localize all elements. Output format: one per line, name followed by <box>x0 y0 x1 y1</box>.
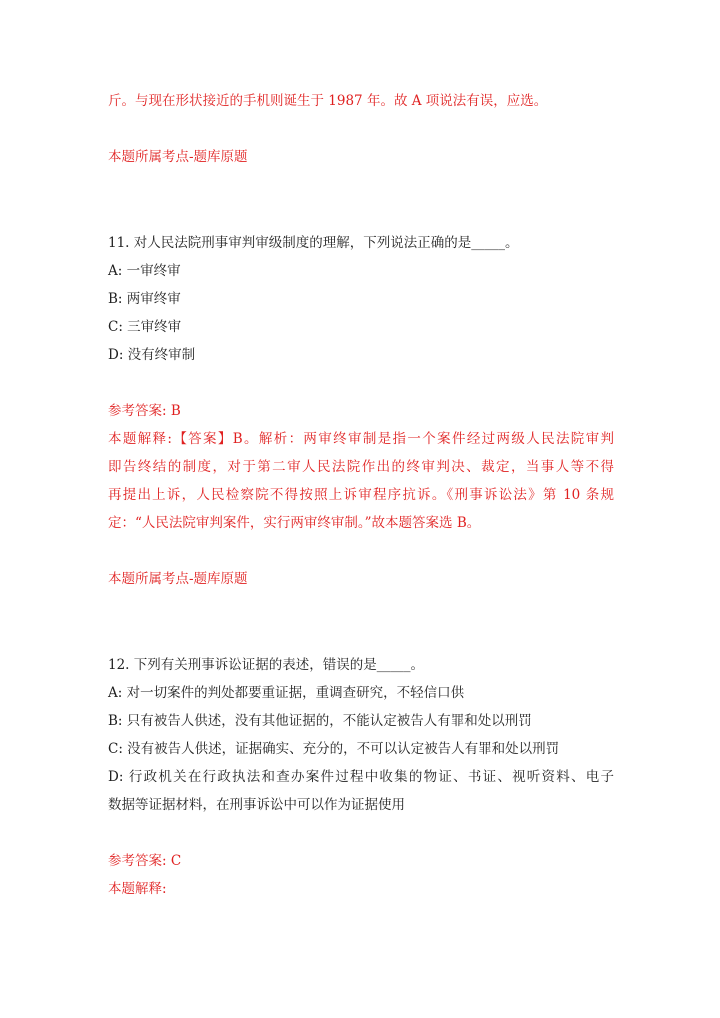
question-stem: 11. 对人民法院刑事审判审级制度的理解，下列说法正确的是_____。 <box>108 235 519 251</box>
option-d: D: 没有终审制 <box>108 347 196 363</box>
option-d-continued: 数据等证据材料，在刑事诉讼中可以作为证据使用 <box>108 797 405 813</box>
option-c: C: 三审终审 <box>108 319 182 335</box>
explanation-label: 本题解释: <box>108 881 167 897</box>
option-a: A: 对一切案件的判处都要重证据，重调查研究，不轻信口供 <box>108 685 465 701</box>
previous-explanation-tail: 斤。与现在形状接近的手机则诞生于 1987 年。故 A 项说法有误，应选。 <box>108 93 548 109</box>
explanation-line: 定：“人民法院审判案件，实行两审终审制。”故本题答案选 B。 <box>108 515 481 531</box>
option-b: B: 两审终审 <box>108 291 181 307</box>
explanation-line: 再提出上诉，人民检察院不得按照上诉审程序抗诉。《刑事诉讼法》第 10 条规 <box>108 487 614 503</box>
knowledge-point-label: 本题所属考点-题库原题 <box>108 149 248 165</box>
reference-answer: 参考答案: C <box>108 853 182 869</box>
option-a: A: 一审终审 <box>108 263 181 279</box>
option-c: C: 没有被告人供述，证据确实、充分的，不可以认定被告人有罪和处以刑罚 <box>108 741 560 757</box>
explanation-line: 本题解释:【答案】B。解析：两审终审制是指一个案件经过两级人民法院审判 <box>108 431 614 447</box>
explanation-line: 即告终结的制度，对于第二审人民法院作出的终审判决、裁定，当事人等不得 <box>108 459 614 475</box>
reference-answer: 参考答案: B <box>108 403 181 419</box>
option-b: B: 只有被告人供述，没有其他证据的，不能认定被告人有罪和处以刑罚 <box>108 713 532 729</box>
option-d: D: 行政机关在行政执法和查办案件过程中收集的物证、书证、视听资料、电子 <box>108 769 614 785</box>
knowledge-point-label: 本题所属考点-题库原题 <box>108 571 248 587</box>
question-stem: 12. 下列有关刑事诉讼证据的表述，错误的是_____。 <box>108 657 425 673</box>
